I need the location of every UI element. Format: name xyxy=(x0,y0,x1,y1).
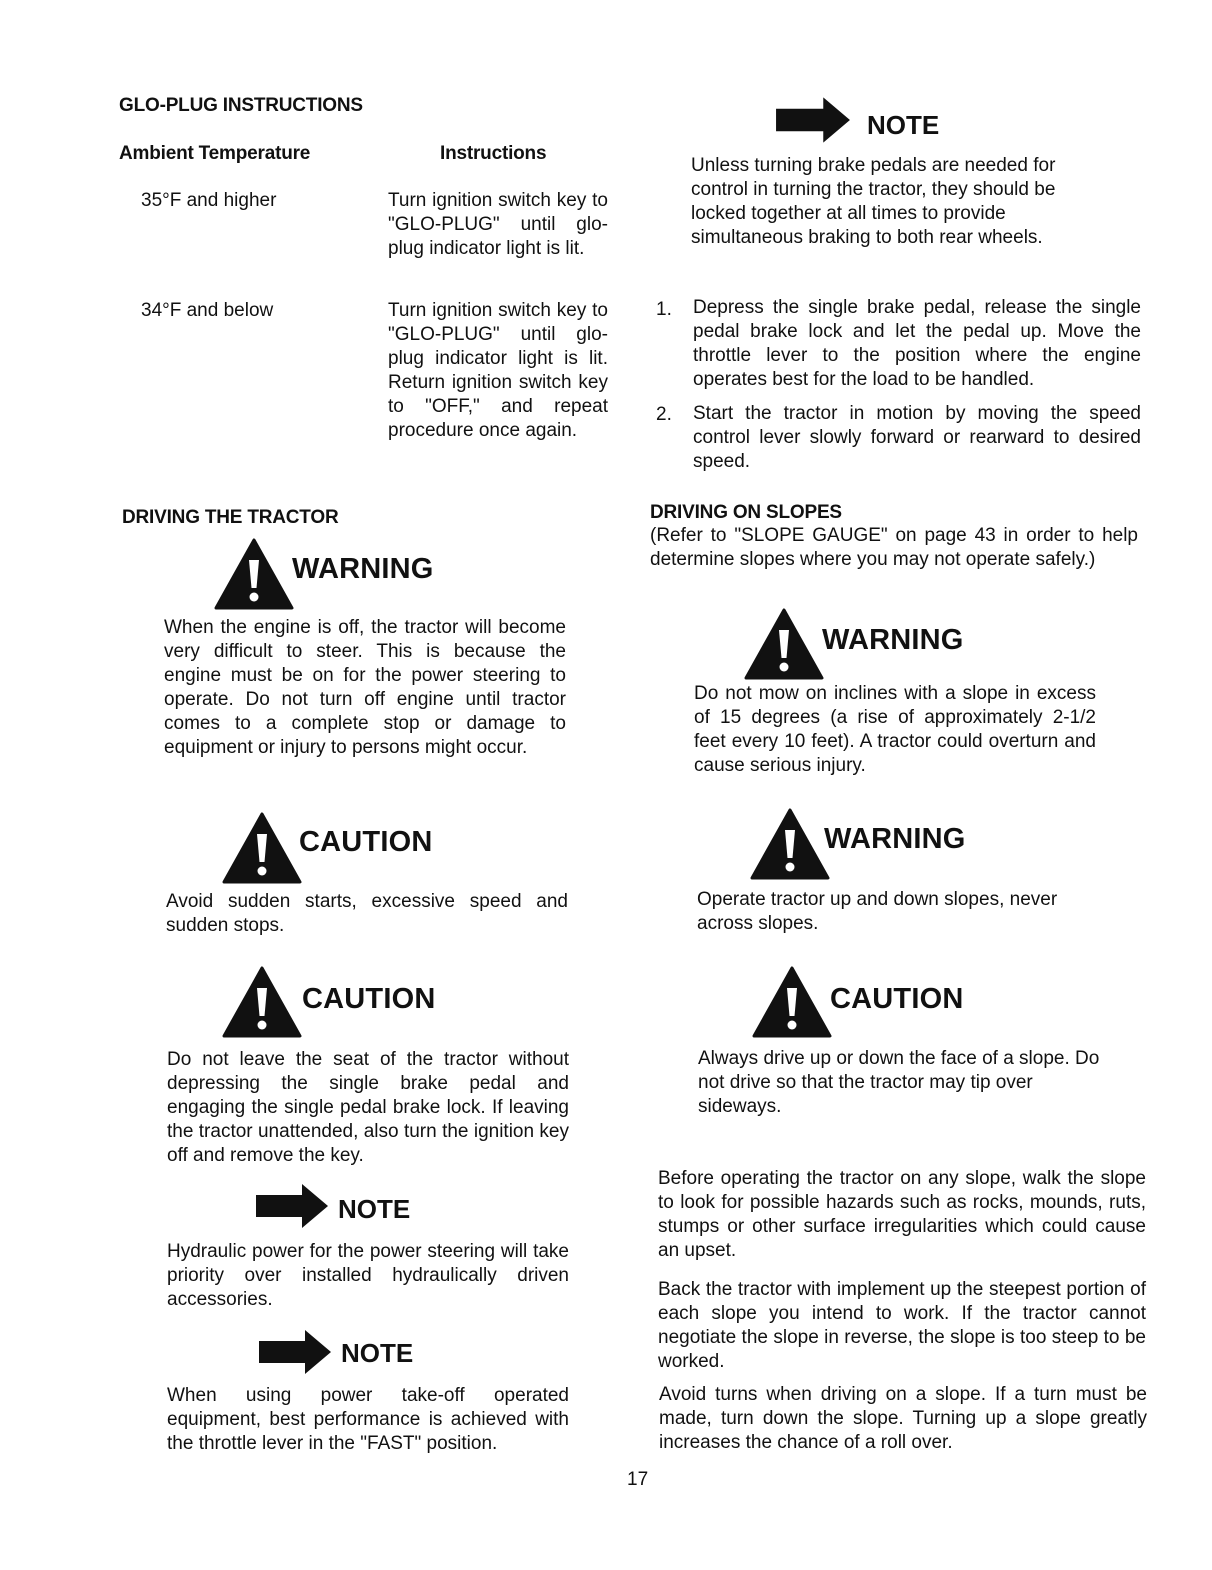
note-text: When using power take-off operated equipment, best performance is achieved with the throttle lever in the "FAST" position. xyxy=(167,1385,569,1454)
warning-label: WARNING xyxy=(822,624,964,656)
col-header-instructions: Instructions xyxy=(440,143,547,164)
note-text: Hydraulic power for the power steering will take priority over installed hydraulically driven accessories. xyxy=(167,1241,569,1310)
driving-title: DRIVING THE TRACTOR xyxy=(122,507,339,528)
col-header-temperature: Ambient Temperature xyxy=(119,143,311,164)
caution-label: CAUTION xyxy=(830,983,964,1015)
slope-paragraph: Avoid turns when driving on a slope. If a turn must be made, turn down the slope. Turning up a slope greatly increases the chance of a roll over. xyxy=(659,1384,1147,1453)
note-label: NOTE xyxy=(341,1338,414,1368)
note-text: Unless turning brake pedals are needed for control in turning the tractor, they should be locked together at all times to provide simultaneous braking to both rear wheels. xyxy=(691,155,1056,248)
warning-text: Operate tractor up and down slopes, never across slopes. xyxy=(697,889,1058,934)
step-text: Start the tractor in motion by moving the speed control lever slowly forward or rearward to desired speed. xyxy=(693,403,1141,472)
page-number: 17 xyxy=(627,1469,649,1490)
slope-paragraph: Back the tractor with implement up the steepest portion of each slope you intend to work. If the tractor cannot negotiate the slope in reverse, the slope is too steep to be worked. xyxy=(658,1279,1146,1372)
note-arrow-icon xyxy=(774,94,852,146)
caution-label: CAUTION xyxy=(302,983,436,1015)
warning-text: Do not mow on inclines with a slope in excess of 15 degrees (a rise of approximately 2-1/2 feet every 10 feet). A tractor could overturn and cause serious injury. xyxy=(694,683,1096,776)
step-text: Depress the single brake pedal, release the single pedal brake lock and let the pedal up. Move the throttle lever to the position where the engine operates best for the load to be handled. xyxy=(693,297,1141,390)
caution-triangle-icon xyxy=(222,812,302,884)
step-number: 2. xyxy=(656,404,672,425)
caution-label: CAUTION xyxy=(299,826,433,858)
warning-label: WARNING xyxy=(824,823,966,855)
caution-triangle-icon xyxy=(222,966,302,1038)
glo-plug-title: GLO-PLUG INSTRUCTIONS xyxy=(119,95,363,116)
warning-triangle-icon xyxy=(744,608,824,680)
note-label: NOTE xyxy=(338,1194,411,1224)
step-number: 1. xyxy=(656,299,672,320)
caution-text: Avoid sudden starts, excessive speed and sudden stops. xyxy=(166,891,568,936)
warning-triangle-icon xyxy=(214,538,294,610)
warning-label: WARNING xyxy=(292,553,434,585)
caution-text: Always drive up or down the face of a slope. Do not drive so that the tractor may tip over sideways. xyxy=(698,1048,1100,1117)
caution-triangle-icon xyxy=(752,966,832,1038)
warning-text: When the engine is off, the tractor will become very difficult to steer. This is because the engine must be on for the power steering to operate. Do not turn off engine until tractor comes to a complete stop or damage to equipment or injury to persons might occur. xyxy=(164,617,566,758)
slope-paragraph: Before operating the tractor on any slope, walk the slope to look for possible hazards such as rocks, mounds, ruts, stumps or other surface irregularities which could cause an upset. xyxy=(658,1168,1146,1261)
table-row-temp: 34°F and below xyxy=(141,300,274,321)
caution-text: Do not leave the seat of the tractor without depressing the single brake pedal and engaging the single pedal brake lock. If leaving the tractor unattended, also turn the ignition key off and remove the key. xyxy=(167,1049,569,1166)
table-row-instruction: Turn ignition switch key to "GLO-PLUG" until glo-plug indicator light is lit. Return ignition switch key to "OFF," and repeat procedure once again. xyxy=(388,300,608,441)
note-arrow-icon xyxy=(257,1328,333,1376)
slopes-title: DRIVING ON SLOPES xyxy=(650,502,842,523)
table-row-instruction: Turn ignition switch key to "GLO-PLUG" until glo-plug indicator light is lit. xyxy=(388,190,608,259)
note-arrow-icon xyxy=(254,1182,330,1230)
note-label: NOTE xyxy=(867,110,940,140)
warning-triangle-icon xyxy=(750,808,830,880)
slopes-intro: (Refer to "SLOPE GAUGE" on page 43 in order to help determine slopes where you may not operate safely.) xyxy=(650,525,1138,570)
table-row-temp: 35°F and higher xyxy=(141,190,277,211)
